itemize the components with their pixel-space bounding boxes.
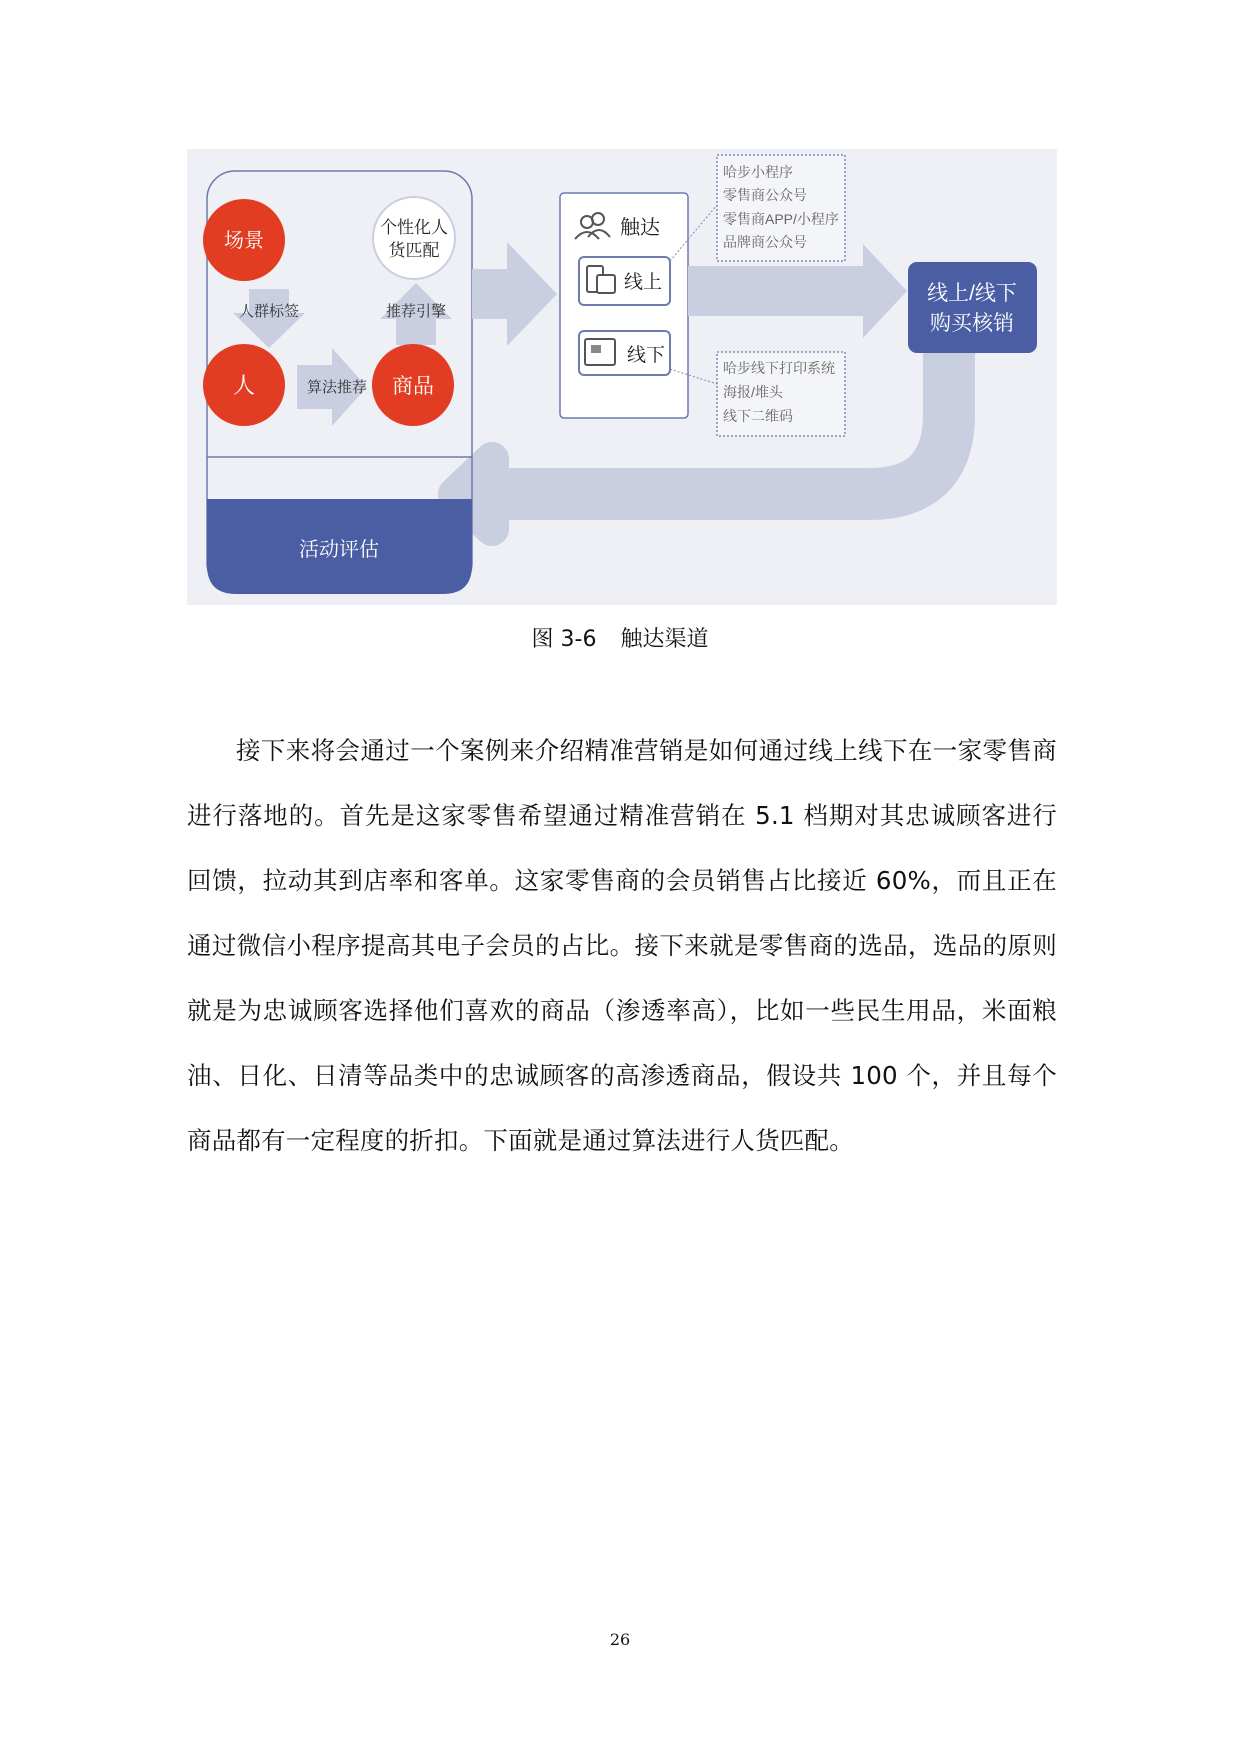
offline-channel-item: 哈步线下打印系统 [723,360,835,376]
touch-channel-diagram [187,149,1057,605]
figure-number: 图 3-6 [531,627,597,652]
online-channel-item: 零售商APP/小程序 [723,211,839,227]
crowd-tags-label: 人群标签 [238,303,300,320]
personalized-match-label-2: 货匹配 [388,241,440,260]
online-channel-item: 零售商公众号 [723,187,807,203]
recommend-engine-label: 推荐引擎 [385,303,447,320]
to-channels-arrow [472,242,557,346]
scene-label: 场景 [224,230,264,252]
diagram-canvas [187,149,1057,605]
person-label: 人 [232,373,256,398]
online-channel-item: 品牌商公众号 [723,234,807,250]
figure-title: 触达渠道 [620,627,709,652]
personalized-match-circle [373,197,455,279]
page-number: 26 [609,1630,631,1649]
online-channel-item: 哈步小程序 [723,164,793,180]
offline-label: 线下 [626,345,666,366]
purchase-box [908,262,1037,353]
offline-channel-item: 线下二维码 [723,408,793,424]
purchase-label-2: 购买核销 [930,312,1014,335]
body-paragraph: 接下来将会通过一个案例来介绍精准营销是如何通过线上线下在一家零售商进行落地的。首先是这家零售希望通过精准营销在 5.1 档期对其忠诚顾客进行回馈，拉动其到店率和客单。这家零售商的会员销售占比接近 60%，而且正在通过微信小程序提高其电子会员的占比。接下来就是零售商的选品，选品的原则就是为忠诚顾客选择他们喜欢的商品（渗透率高），比如一些民生用品，米面粮油、日化、日清等品类中的忠诚顾客的高渗透商品，假设共 100 个，并且每个商品都有一定程度的折扣。下面就是通过算法进行人货匹配。 [187,736,1057,1155]
activity-eval-label: 活动评估 [299,539,379,561]
personalized-match-label-1: 个性化人 [380,218,448,237]
figure-caption [0,622,1240,653]
reach-label: 触达 [620,217,660,239]
online-label: 线上 [623,272,663,293]
product-label: 商品 [392,375,434,398]
purchase-label-1: 线上/线下 [927,282,1017,305]
algo-recommend-label: 算法推荐 [306,379,368,396]
offline-channel-item: 海报/堆头 [723,384,783,400]
